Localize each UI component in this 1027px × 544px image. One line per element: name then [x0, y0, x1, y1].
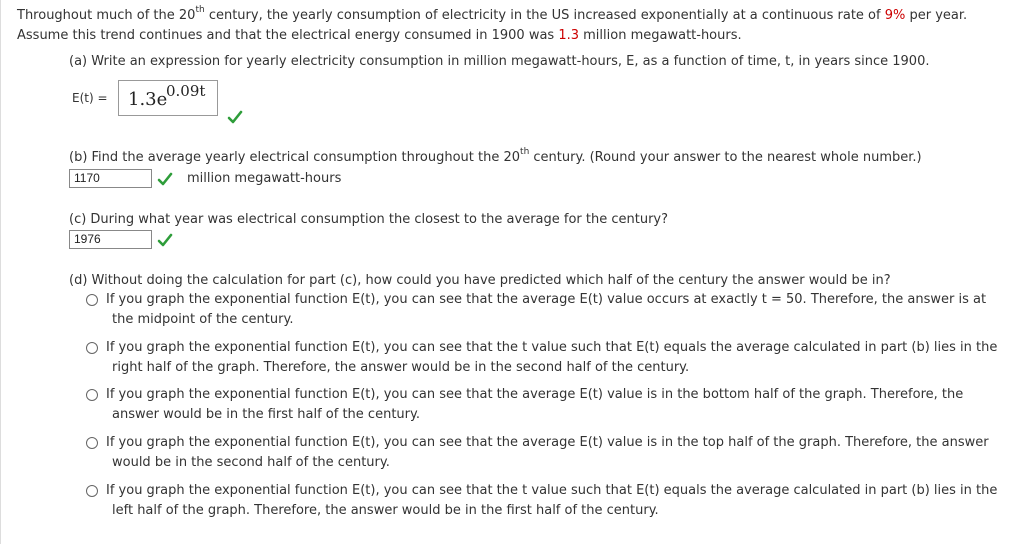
intro-text: century, the yearly consumption of electricity in the US increased exponentially at a continuous rate of [204, 8, 885, 23]
part-a-answer-field[interactable] [118, 80, 218, 116]
check-icon [227, 110, 243, 124]
initial-value: 1.3 [558, 28, 580, 43]
option-5-radio[interactable] [86, 485, 98, 497]
option-line: left half of the graph. Therefore, the answer would be in the first half of the century. [112, 503, 659, 518]
intro-text: million megawatt-hours. [579, 28, 742, 43]
option-3-radio[interactable] [86, 389, 98, 401]
part-d-question: (d) Without doing the calculation for part (c), how could you have predicted which half of the century the answer would be in? [69, 273, 891, 288]
part-b-question [69, 146, 922, 165]
e-of-t-label: E(t) = [72, 91, 108, 105]
question-text: (b) Find the average yearly electrical consumption throughout the 20 [69, 150, 521, 165]
part-a-question: (a) Write an expression for yearly electricity consumption in million megawatt-hours, E, as a function of time, t, in years since 1900. [69, 54, 930, 69]
formula-exponent: 0.09t [166, 82, 206, 100]
option-3-text [106, 385, 1011, 425]
option-line: If you graph the exponential function E(t), you can see that the average E(t) value occurs at exactly t = 50. Therefore, the answer is at [106, 292, 987, 307]
option-4-radio[interactable] [86, 437, 98, 449]
question-text: century. (Round your answer to the nearest whole number.) [529, 150, 922, 165]
superscript: th [520, 146, 530, 157]
check-icon [157, 233, 173, 247]
option-2-text [106, 338, 1011, 378]
formula-coefficient: 1.3e [128, 89, 168, 110]
superscript: th [195, 4, 205, 15]
option-1-text [106, 290, 1011, 330]
option-4-text [106, 433, 1011, 473]
intro-text: Throughout much of the 20 [17, 8, 196, 23]
intro-line-2 [17, 28, 742, 43]
option-line: If you graph the exponential function E(t), you can see that the t value such that E(t) equals the average calculated in part (b) lies in the [106, 483, 998, 498]
option-1-radio[interactable] [86, 294, 98, 306]
option-line: answer would be in the first half of the century. [112, 407, 420, 422]
option-line: If you graph the exponential function E(t), you can see that the average E(t) value is in the top half of the graph. Therefore, the answer [106, 435, 989, 450]
part-c-answer-field[interactable]: 1976 [69, 230, 152, 249]
option-line: the midpoint of the century. [112, 312, 294, 327]
intro-text: per year. [905, 8, 968, 23]
part-b-answer-field[interactable]: 1170 [69, 169, 152, 188]
check-icon [157, 172, 173, 186]
intro-line-1 [17, 4, 968, 23]
option-line: right half of the graph. Therefore, the answer would be in the second half of the century. [112, 360, 690, 375]
unit-label: million megawatt-hours [187, 171, 342, 186]
intro-text: Assume this trend continues and that the electrical energy consumed in 1900 was [17, 28, 559, 43]
option-line: would be in the second half of the century. [112, 455, 390, 470]
option-5-text [106, 481, 1011, 521]
option-line: If you graph the exponential function E(t), you can see that the t value such that E(t) equals the average calculated in part (b) lies in the [106, 340, 998, 355]
option-line: If you graph the exponential function E(t), you can see that the average E(t) value is in the bottom half of the graph. Therefore, the [106, 387, 964, 402]
part-c-question: (c) During what year was electrical consumption the closest to the average for the century? [69, 212, 669, 227]
rate-value: 9% [884, 8, 906, 23]
option-2-radio[interactable] [86, 342, 98, 354]
